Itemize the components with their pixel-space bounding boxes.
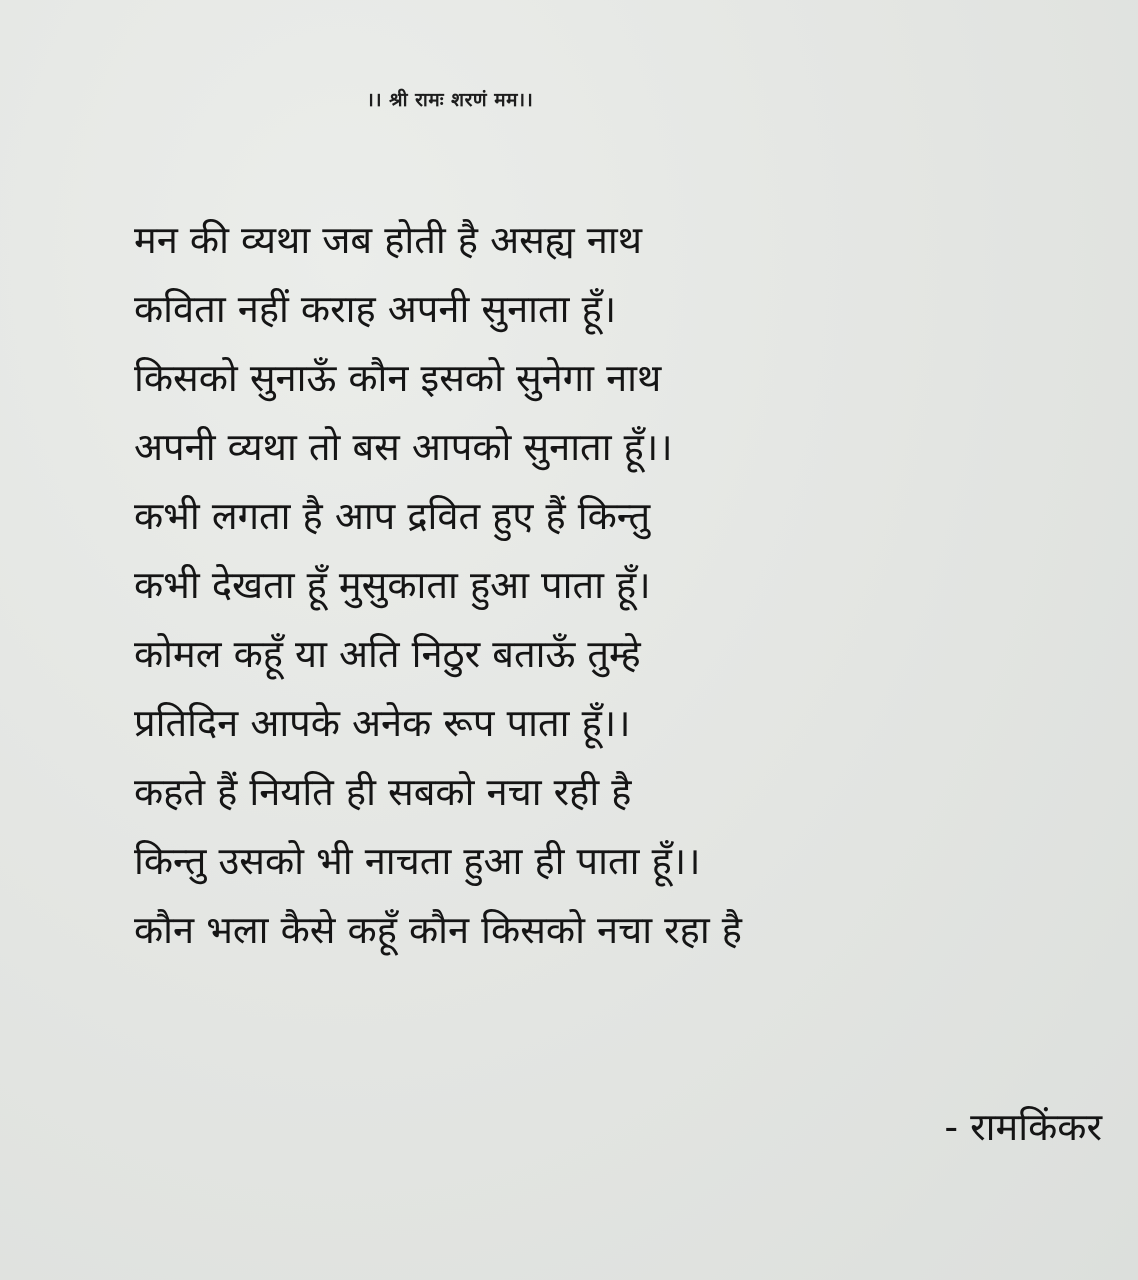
poem-line: कभी लगता है आप द्रवित हुए हैं किन्तु bbox=[134, 494, 651, 538]
poem-body bbox=[134, 206, 1074, 965]
poem-line: कविता नहीं कराह अपनी सुनाता हूँ। bbox=[134, 287, 617, 331]
poem-line: कहते हैं नियति ही सबको नचा रही है bbox=[134, 770, 632, 814]
invocation-header: ।। श्री रामः शरणं मम।। bbox=[366, 89, 534, 111]
poem-line: प्रतिदिन आपके अनेक रूप पाता हूँ।। bbox=[134, 701, 631, 745]
poem-line: मन की व्यथा जब होती है असह्य नाथ bbox=[134, 218, 642, 262]
poem-line: अपनी व्यथा तो बस आपको सुनाता हूँ।। bbox=[134, 425, 673, 469]
poem-line: कभी देखता हूँ मुसुकाता हुआ पाता हूँ। bbox=[134, 563, 651, 607]
poem-line: कोमल कहूँ या अति निठुर बताऊँ तुम्हे bbox=[134, 632, 641, 676]
poem-line: कौन भला कैसे कहूँ कौन किसको नचा रहा है bbox=[134, 908, 742, 952]
poem-line: किसको सुनाऊँ कौन इसको सुनेगा नाथ bbox=[134, 356, 662, 400]
author-signature: - रामकिंकर bbox=[944, 1105, 1102, 1149]
poem-line: किन्तु उसको भी नाचता हुआ ही पाता हूँ।। bbox=[134, 839, 701, 883]
